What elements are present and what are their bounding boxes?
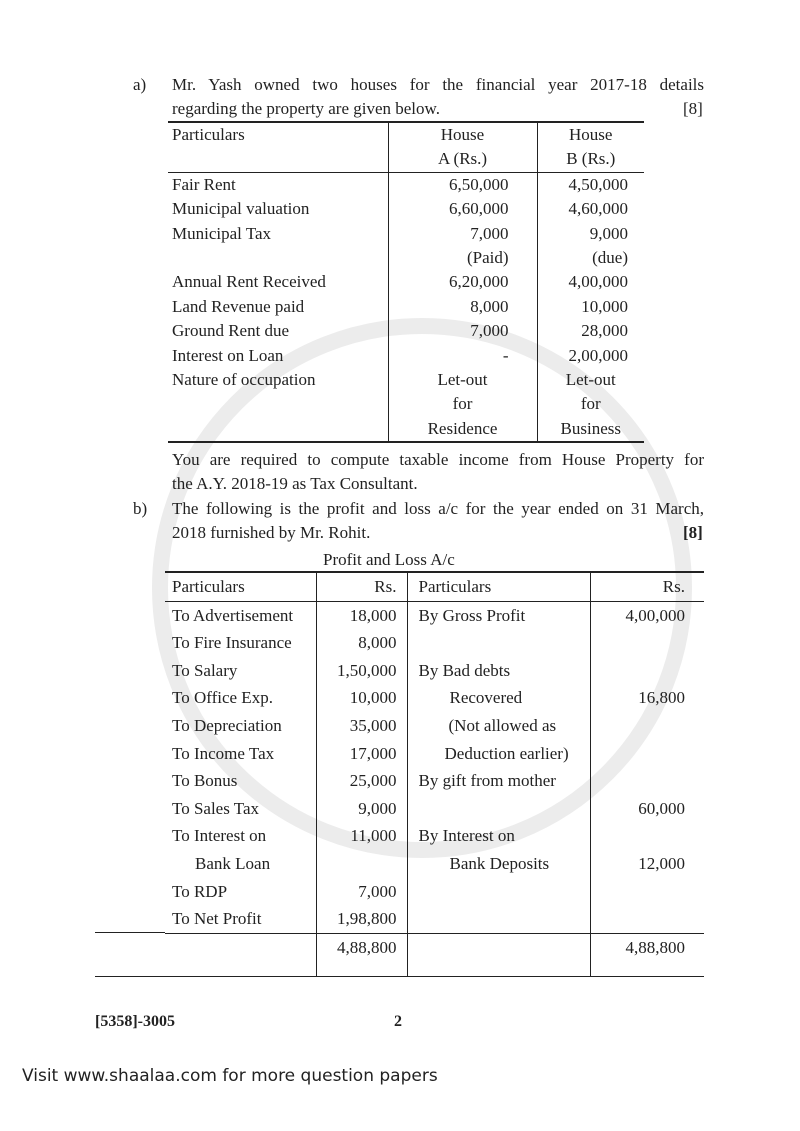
row-label: Annual Rent Received — [172, 272, 326, 292]
debit-amount: 18,000 — [316, 601, 407, 629]
house-a-value: 7,000 — [388, 319, 537, 343]
debit-particular: To Interest on — [165, 822, 316, 850]
table-row — [168, 197, 644, 221]
credit-amount: 16,800 — [638, 688, 685, 708]
debit-particular: To Fire Insurance — [165, 629, 316, 657]
credit-amount — [590, 822, 704, 850]
house-a-value: Let-out for Residence — [388, 368, 537, 442]
house-b-value: Let-out for Business — [537, 368, 644, 442]
debit-amount: 7,000 — [316, 878, 407, 906]
credit-amount — [590, 740, 704, 768]
credit-particular — [407, 629, 590, 657]
table-row — [165, 850, 704, 878]
credit-amount — [590, 905, 704, 933]
debit-amount — [316, 850, 407, 878]
question-b-line2: 2018 furnished by Mr. Rohit. — [172, 523, 371, 542]
row-label: Ground Rent due — [172, 321, 290, 341]
question-a-marks: [8] — [683, 99, 703, 118]
debit-amount: 9,000 — [316, 795, 407, 823]
table-row — [165, 657, 704, 685]
debit-particular: Bank Loan — [165, 850, 316, 878]
table-header — [165, 572, 704, 601]
header-house-b: House B (Rs.) — [537, 122, 644, 172]
house-a-value: 7,000 (Paid) — [388, 222, 537, 271]
bottom-rule — [95, 976, 704, 977]
house-a-value: 8,000 — [388, 295, 537, 319]
house-a-value: 6,50,000 — [388, 172, 537, 197]
credit-particular: By Bad debts — [407, 657, 590, 685]
header-particulars-left: Particulars — [165, 572, 316, 601]
row-label: Interest on Loan — [172, 345, 284, 365]
question-a-line2: regarding the property are given below. — [172, 99, 440, 118]
row-label: Municipal Tax — [172, 223, 272, 243]
row-label: Land Revenue paid — [172, 296, 305, 316]
table-row — [165, 712, 704, 740]
credit-amount — [590, 878, 704, 906]
question-a-line1: Mr. Yash owned two houses for the financial year 2017-18 details — [172, 75, 704, 94]
debit-particular: To RDP — [165, 878, 316, 906]
credit-particular: By Interest on — [407, 822, 590, 850]
credit-particular — [407, 878, 590, 906]
debit-particular: To Income Tax — [165, 740, 316, 768]
house-b-value: 9,000 (due) — [537, 222, 644, 271]
question-b-marks: [8] — [683, 523, 703, 542]
house-b-value: 4,50,000 — [537, 172, 644, 197]
question-b-label: b) — [133, 499, 148, 518]
debit-particular: To Bonus — [165, 767, 316, 795]
debit-particular: To Salary — [165, 657, 316, 685]
table-row — [165, 767, 704, 795]
credit-particular: By gift from mother — [407, 767, 590, 795]
table-row — [165, 601, 704, 629]
table-row — [165, 905, 704, 933]
credit-amount — [590, 767, 704, 795]
debit-amount: 1,50,000 — [316, 657, 407, 685]
credit-amount — [590, 629, 704, 657]
debit-particular: To Office Exp. — [165, 684, 316, 712]
credit-particular: Recovered — [407, 684, 590, 712]
totals-row — [165, 933, 704, 977]
shaalaa-banner: Visit www.shaalaa.com for more question papers — [22, 1066, 438, 1086]
credit-amount: 12,000 — [638, 853, 685, 873]
table-row — [165, 878, 704, 906]
debit-amount: 35,000 — [316, 712, 407, 740]
row-label: Nature of occupation — [172, 370, 316, 390]
header-house-a: House A (Rs.) — [388, 122, 537, 172]
instruction-line2: the A.Y. 2018-19 as Tax Consultant. — [172, 474, 418, 493]
table-row — [168, 319, 644, 343]
table-row — [165, 795, 704, 823]
house-b-value: 28,000 — [537, 319, 644, 343]
table-row — [165, 740, 704, 768]
house-a-value: - — [388, 344, 537, 368]
table-row — [168, 222, 644, 271]
credit-particular: By Gross Profit — [407, 601, 590, 629]
header-rs-left: Rs. — [316, 572, 407, 601]
pl-account-title: Profit and Loss A/c — [323, 550, 455, 569]
debit-amount: 17,000 — [316, 740, 407, 768]
table-row — [165, 822, 704, 850]
question-a-label: a) — [133, 75, 147, 94]
debit-particular: To Net Profit — [165, 905, 316, 933]
table-row — [168, 295, 644, 319]
table-row — [168, 368, 644, 442]
house-b-value: 4,00,000 — [537, 270, 644, 294]
header-particulars: Particulars — [168, 122, 388, 172]
debit-amount: 1,98,800 — [316, 905, 407, 933]
total-left: 4,88,800 — [316, 933, 407, 977]
table-row — [168, 344, 644, 368]
house-b-value: 10,000 — [537, 295, 644, 319]
table-row — [168, 270, 644, 294]
question-b-line1: The following is the profit and loss a/c for the year ended on 31 March, — [172, 499, 704, 518]
table-header — [168, 122, 644, 172]
header-rs-right: Rs. — [590, 572, 704, 601]
house-a-value: 6,20,000 — [388, 270, 537, 294]
credit-amount: 4,00,000 — [625, 605, 685, 625]
paper-code: [5358]-3005 — [95, 1013, 175, 1030]
debit-amount: 25,000 — [316, 767, 407, 795]
credit-amount — [590, 657, 704, 685]
credit-particular: Bank Deposits — [407, 850, 590, 878]
debit-amount: 10,000 — [316, 684, 407, 712]
house-property-table — [168, 121, 644, 443]
page-number: 2 — [394, 1013, 402, 1030]
debit-particular: To Advertisement — [165, 601, 316, 629]
row-label: Fair Rent — [172, 174, 236, 194]
credit-particular — [407, 795, 590, 823]
credit-amount: 60,000 — [638, 798, 685, 818]
house-b-value: 4,60,000 — [537, 197, 644, 221]
debit-amount: 8,000 — [316, 629, 407, 657]
row-label: Municipal valuation — [172, 199, 310, 219]
house-a-value: 6,60,000 — [388, 197, 537, 221]
instruction-line1: You are required to compute taxable income from House Property for — [172, 450, 704, 469]
table-row — [165, 684, 704, 712]
totals-rule-left — [95, 932, 165, 933]
credit-particular — [407, 905, 590, 933]
total-right: 4,88,800 — [590, 933, 704, 977]
credit-particular: Deduction earlier) — [407, 740, 590, 768]
debit-particular: To Sales Tax — [165, 795, 316, 823]
debit-amount: 11,000 — [316, 822, 407, 850]
header-particulars-right: Particulars — [407, 572, 590, 601]
table-row — [168, 172, 644, 197]
debit-particular: To Depreciation — [165, 712, 316, 740]
profit-loss-table — [165, 571, 704, 977]
house-b-value: 2,00,000 — [537, 344, 644, 368]
credit-amount — [590, 712, 704, 740]
credit-particular: (Not allowed as — [407, 712, 590, 740]
table-row — [165, 629, 704, 657]
